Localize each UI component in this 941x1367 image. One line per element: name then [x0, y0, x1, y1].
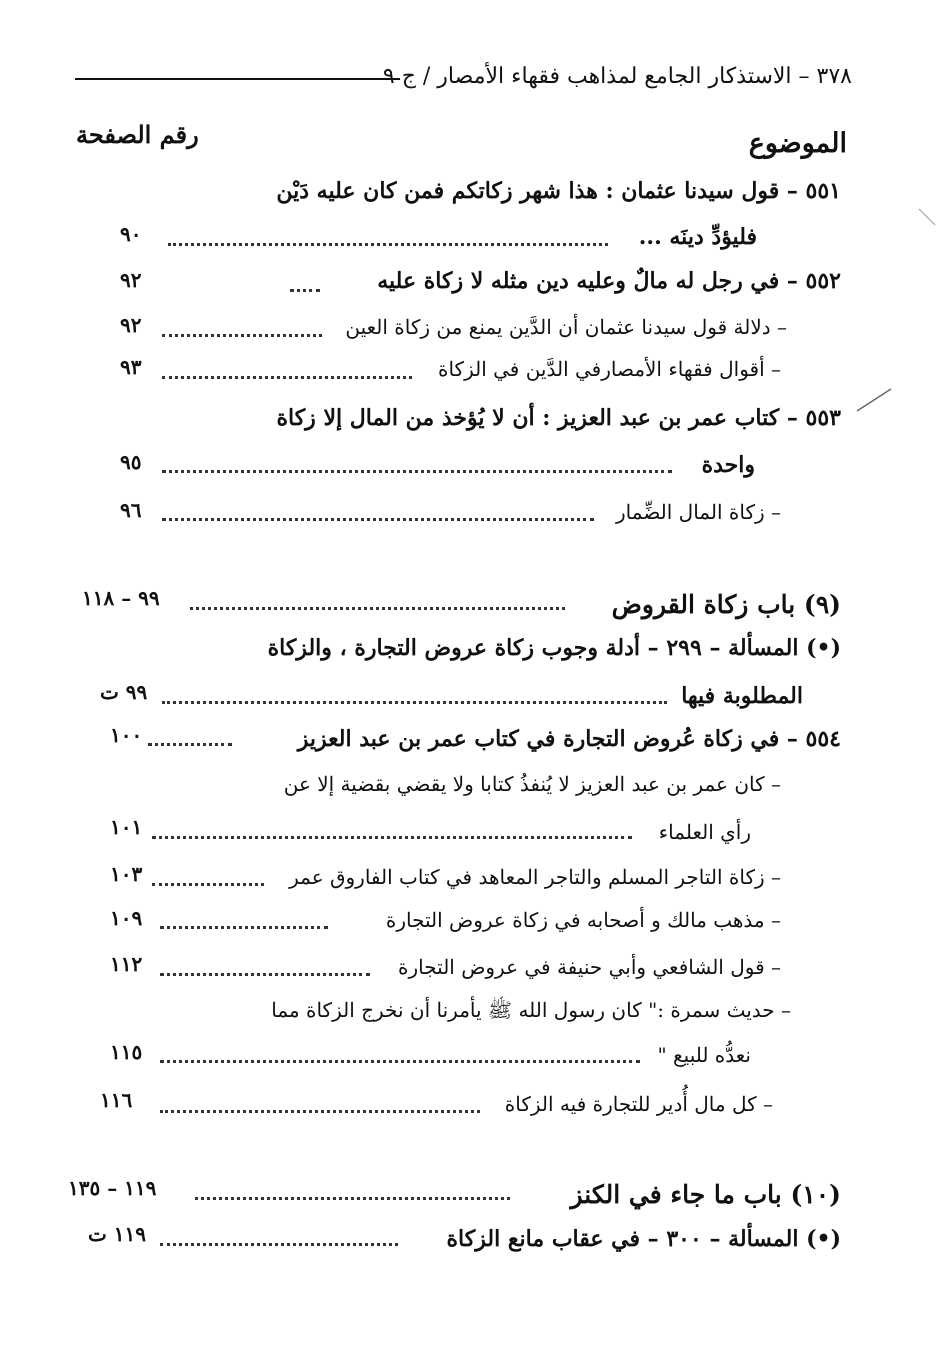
leader-dots	[160, 1243, 398, 1246]
leader-dots	[152, 836, 632, 839]
entry-sub-continued: رأي العلماء	[658, 820, 751, 844]
page-number: ١٠٣	[110, 862, 143, 886]
entry-sub: – دلالة قول سيدنا عثمان أن الدَّين يمنع من زكاة العين	[345, 315, 787, 339]
leader-dots	[290, 289, 320, 292]
page-number: ٩٢	[120, 268, 142, 292]
leader-dots	[168, 243, 608, 246]
entry-553-line2: واحدة	[701, 452, 755, 478]
leader-dots	[195, 1197, 510, 1200]
page-number: ١٠٩	[110, 906, 143, 930]
issue-300: (•) المسألة – ٣٠٠ – في عقاب مانع الزكاة	[446, 1226, 841, 1252]
running-header: ٣٧٨ – الاستذكار الجامع لمذاهب فقهاء الأمصار / ج ٩	[382, 64, 852, 89]
chapter-10-heading: (١٠) باب ما جاء في الكنز	[570, 1180, 841, 1209]
page-column-heading: رقم الصفحة	[76, 120, 199, 149]
page-number: ١٠١	[110, 815, 143, 839]
page-number: ١٠٠	[110, 723, 143, 747]
entry-sub: – كل مال أُدير للتجارة فيه الزكاة	[504, 1092, 773, 1116]
entry-sub: – زكاة المال الضِّمار	[616, 500, 781, 524]
entry-551-line2: فليؤدِّ دينَه ...	[638, 224, 757, 250]
leader-dots	[148, 743, 232, 746]
entry-sub: – حديث سمرة :" كان رسول الله ﷺ يأمرنا أن نخرج الزكاة مما	[271, 998, 791, 1022]
margin-pen-mark	[915, 205, 939, 229]
entry-554: ٥٥٤ – في زكاة عُروض التجارة في كتاب عمر بن عبد العزيز	[297, 726, 841, 752]
leader-dots	[190, 607, 565, 610]
leader-dots	[162, 470, 672, 473]
page-number: ١١٥	[110, 1040, 143, 1064]
page-range: ١١٩ – ١٣٥	[68, 1176, 157, 1200]
entry-553-line1: ٥٥٣ – كتاب عمر بن عبد العزيز : أن لا يُؤخذ من المال إلا زكاة	[276, 405, 841, 431]
leader-dots	[162, 518, 594, 521]
leader-dots	[160, 926, 328, 929]
page-number: ٩٢	[120, 313, 142, 337]
margin-pen-mark	[855, 385, 895, 415]
header-rule	[75, 78, 400, 80]
leader-dots	[152, 883, 264, 886]
topic-column-heading: الموضوع	[748, 128, 847, 159]
leader-dots	[160, 1110, 480, 1113]
entry-sub: – زكاة التاجر المسلم والتاجر المعاهد في كتاب الفاروق عمر	[289, 865, 781, 889]
page-number: ١١٢	[110, 952, 143, 976]
leader-dots	[162, 334, 322, 337]
entry-551-line1: ٥٥١ – قول سيدنا عثمان : هذا شهر زكاتكم فمن كان عليه دَيْن	[276, 178, 841, 204]
leader-dots	[160, 1060, 640, 1063]
page-number: ٩٦	[120, 498, 142, 522]
page-range: ٩٩ – ١١٨	[82, 586, 160, 610]
entry-sub: – كان عمر بن عبد العزيز لا يُنفذُ كتابا ولا يقضي بقضية إلا عن	[283, 772, 781, 796]
page-number: ٩٣	[120, 355, 142, 379]
leader-dots	[162, 701, 667, 704]
entry-sub: – مذهب مالك و أصحابه في زكاة عروض التجارة	[385, 908, 781, 932]
leader-dots	[162, 376, 412, 379]
entry-sub-continued: نعدُّه للبيع "	[657, 1043, 751, 1067]
page-number: ٩٠	[120, 222, 142, 246]
page-number: ٩٩ ت	[100, 680, 148, 704]
issue-299-line2: المطلوبة فيها	[681, 683, 803, 709]
entry-552: ٥٥٢ – في رجل له مالٌ وعليه دين مثله لا زكاة عليه	[377, 268, 841, 294]
page-number: ١١٦	[100, 1088, 133, 1112]
entry-sub: – قول الشافعي وأبي حنيفة في عروض التجارة	[398, 955, 781, 979]
page-number: ١١٩ ت	[88, 1222, 147, 1246]
page-number: ٩٥	[120, 450, 142, 474]
leader-dots	[160, 973, 370, 976]
chapter-9-heading: (٩) باب زكاة القروض	[611, 590, 841, 619]
issue-299-line1: (•) المسألة – ٢٩٩ – أدلة وجوب زكاة عروض التجارة ، والزكاة	[267, 635, 841, 661]
entry-sub: – أقوال فقهاء الأمصارفي الدَّين في الزكاة	[437, 357, 781, 381]
